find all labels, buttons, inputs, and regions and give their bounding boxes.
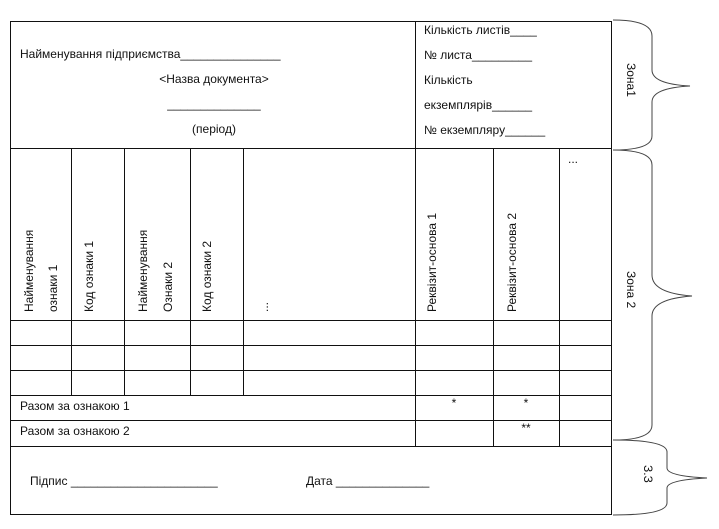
totals-row-2-label: Разом за ознакою 2 — [20, 424, 130, 438]
sheets-count-field: Кількість листів____ — [424, 23, 537, 37]
sheet-number-field: № листа_________ — [424, 48, 533, 62]
col-header-name-1-line2: ознаки 1 — [46, 264, 60, 312]
totals-row-1-mark-1: * — [451, 396, 457, 410]
document-name: <Назва документа> — [159, 72, 269, 86]
zone-1-label: Зона1 — [624, 63, 638, 97]
copies-count-label: Кількість — [424, 73, 473, 87]
copies-count-field: екземплярів______ — [424, 98, 533, 112]
copy-number-field: № екземпляру______ — [424, 123, 546, 137]
col-header-code-2: Код ознаки 2 — [200, 240, 214, 312]
zone-3-brace — [613, 440, 707, 515]
zone-3-label: З.З — [641, 465, 655, 483]
zone-2-label: Зона 2 — [624, 271, 638, 309]
totals-row-1-mark-2: * — [523, 396, 529, 410]
signature-field: Підпис ______________________ — [30, 474, 218, 488]
col-header-name-2-line1: Найменування — [136, 229, 150, 312]
enterprise-name-field: Найменування підприємства_______________ — [20, 47, 281, 61]
col-header-name-2-line2: Ознаки 2 — [161, 261, 175, 312]
totals-row-2-mark-2: ** — [521, 421, 531, 435]
period-label: (період) — [192, 122, 236, 136]
col-header-ellipsis-left: ... — [257, 301, 271, 312]
blank-line: ______________ — [167, 97, 261, 111]
col-header-ellipsis-right: ... — [568, 152, 579, 166]
date-field: Дата ______________ — [306, 474, 430, 488]
col-header-code-1: Код ознаки 1 — [82, 240, 96, 312]
form-border — [11, 22, 612, 515]
col-header-base-1: Реквізит-основа 1 — [425, 212, 439, 312]
totals-row-1-label: Разом за ознакою 1 — [20, 399, 130, 413]
col-header-base-2: Реквізит-основа 2 — [505, 212, 519, 312]
col-header-name-1-line1: Найменування — [22, 229, 36, 312]
